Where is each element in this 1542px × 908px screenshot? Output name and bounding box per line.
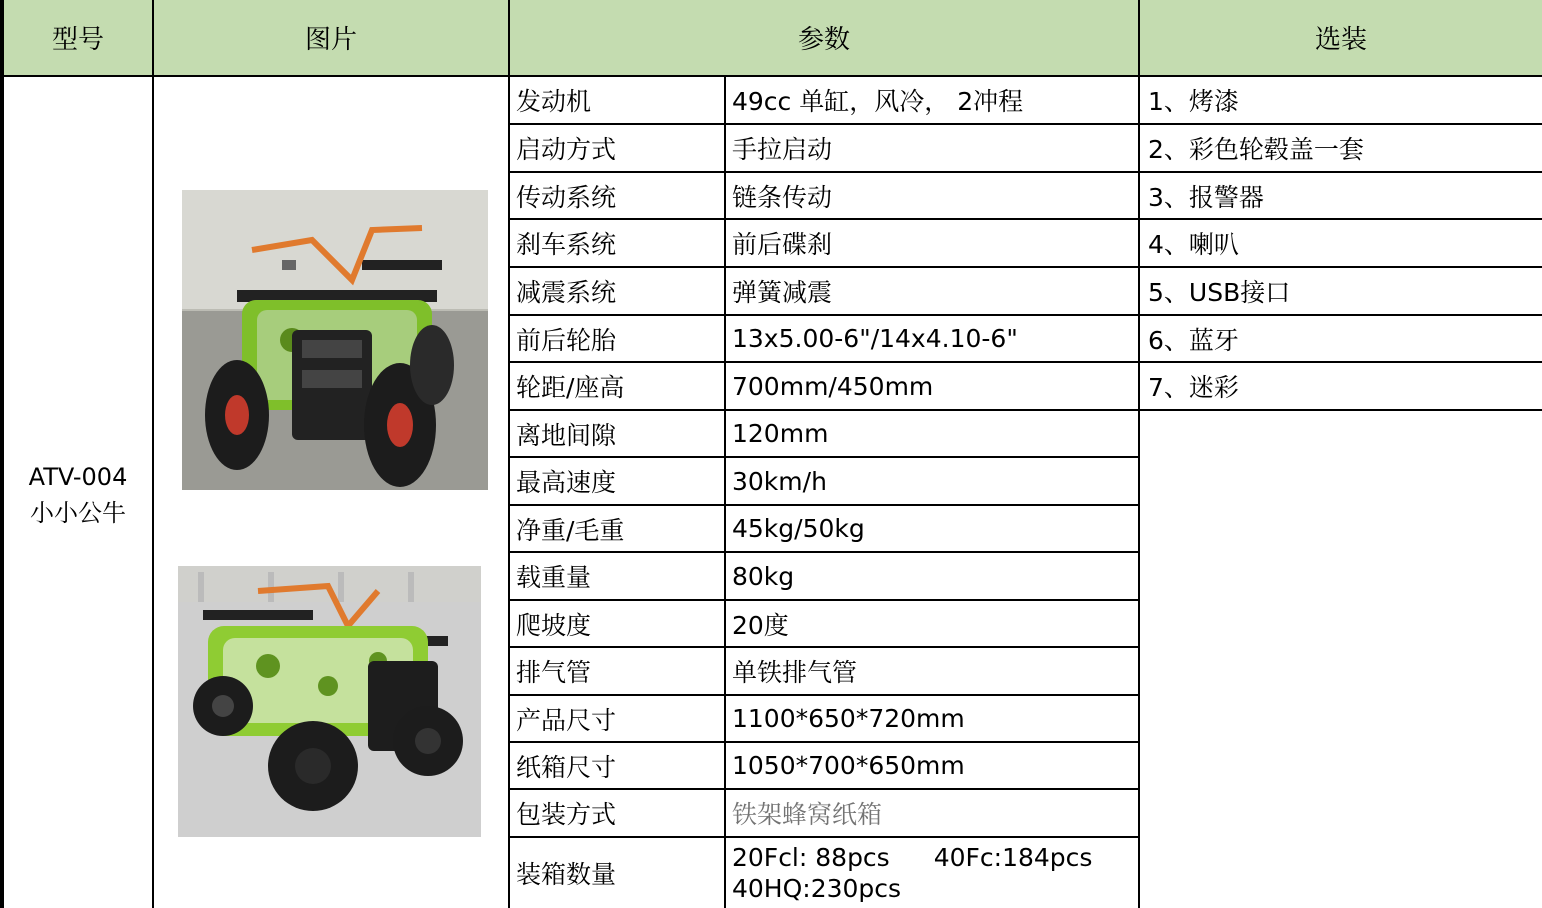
- spec-key: 净重/毛重: [510, 506, 726, 551]
- spec-key: 减震系统: [510, 268, 726, 314]
- loading-line-1: [732, 842, 1092, 873]
- header-params-label: 参数: [797, 25, 850, 55]
- spec-value: 80kg: [732, 561, 795, 591]
- spec-row: [510, 268, 1140, 316]
- spec-row: [510, 411, 1140, 458]
- spec-row: [510, 77, 1140, 125]
- spec-value: 120mm: [732, 419, 829, 448]
- watermark-overlay: [726, 790, 1140, 836]
- spec-row: [510, 648, 1140, 696]
- atv-photo-front-icon: [182, 190, 488, 490]
- option-item: 6、蓝牙: [1140, 316, 1542, 363]
- spec-value: 1100*650*720mm: [732, 704, 965, 733]
- spec-key: 前后轮胎: [510, 316, 726, 361]
- spec-value: 30km/h: [732, 466, 827, 496]
- model-code: ATV-004: [28, 462, 128, 491]
- spec-row: [510, 220, 1140, 268]
- spec-key: 装箱数量: [510, 838, 726, 908]
- spec-key: 产品尺寸: [510, 696, 726, 741]
- spec-value: 20度: [732, 610, 789, 640]
- spec-row: [510, 601, 1140, 648]
- picture-cell: [154, 77, 510, 908]
- spec-key: 启动方式: [510, 125, 726, 171]
- spec-value: 700mm/450mm: [732, 371, 934, 401]
- option-item: 1、烤漆: [1140, 77, 1542, 125]
- option-item: 3、报警器: [1140, 173, 1542, 220]
- loading-40fc: 40Fc:184pcs: [933, 843, 1093, 872]
- spec-key: 排气管: [510, 648, 726, 694]
- spec-value: 13x5.00-6"/14x4.10-6": [732, 324, 1018, 353]
- spec-value: 链条传动: [732, 182, 833, 212]
- spec-key: 轮距/座高: [510, 363, 726, 409]
- spec-key: 纸箱尺寸: [510, 743, 726, 788]
- options-cell: [1138, 77, 1542, 908]
- option-item: 4、喇叭: [1140, 220, 1542, 268]
- spec-key: 包装方式: [510, 790, 726, 836]
- spec-row-loading: [510, 838, 1140, 908]
- option-item: 7、迷彩: [1140, 363, 1542, 411]
- spec-value-loading: [726, 838, 1140, 908]
- model-name: 小小公牛: [30, 498, 126, 527]
- spec-row: [510, 696, 1140, 743]
- spec-key: 传动系统: [510, 173, 726, 218]
- spec-row: [510, 506, 1140, 553]
- spec-key: 发动机: [510, 77, 726, 123]
- packing-value: 铁架蜂窝纸箱: [732, 800, 883, 829]
- spec-value: 单铁排气管: [732, 658, 858, 687]
- header-picture-label: 图片: [304, 25, 357, 55]
- spec-key: 爬坡度: [510, 601, 726, 646]
- spec-row: [510, 743, 1140, 790]
- spec-row: [510, 316, 1140, 363]
- header-model-label: 型号: [51, 25, 104, 55]
- option-item: 2、彩色轮毂盖一套: [1140, 125, 1542, 173]
- spec-value: 1050*700*650mm: [732, 751, 965, 780]
- loading-20fcl: 20Fcl: 88pcs: [732, 843, 890, 872]
- spec-key: 载重量: [510, 553, 726, 599]
- header-picture: [154, 0, 510, 77]
- spec-value: [726, 790, 1140, 836]
- loading-40hq: 40HQ:230pcs: [732, 874, 902, 903]
- spec-row: [510, 125, 1140, 173]
- spec-value: 弹簧减震: [732, 278, 833, 307]
- header-options-label: 选装: [1314, 25, 1367, 55]
- spec-row: [510, 790, 1140, 838]
- spec-key: 最高速度: [510, 458, 726, 504]
- spec-value: 49cc 单缸，风冷， 2冲程: [732, 87, 1024, 116]
- atv-photo-side-icon: [178, 566, 481, 837]
- header-options: [1140, 0, 1542, 77]
- spec-key: 刹车系统: [510, 220, 726, 266]
- spec-key: 离地间隙: [510, 411, 726, 456]
- option-item: 5、USB接口: [1140, 268, 1542, 316]
- spec-row: [510, 458, 1140, 506]
- spec-value: 手拉启动: [732, 135, 833, 164]
- spec-row: [510, 363, 1140, 411]
- spec-row: [510, 553, 1140, 601]
- header-params: [510, 0, 1140, 77]
- spec-value: 45kg/50kg: [732, 514, 865, 543]
- header-model: [0, 0, 154, 77]
- model-cell: [0, 77, 154, 908]
- spec-row: [510, 173, 1140, 220]
- spec-value: 前后碟刹: [732, 230, 833, 259]
